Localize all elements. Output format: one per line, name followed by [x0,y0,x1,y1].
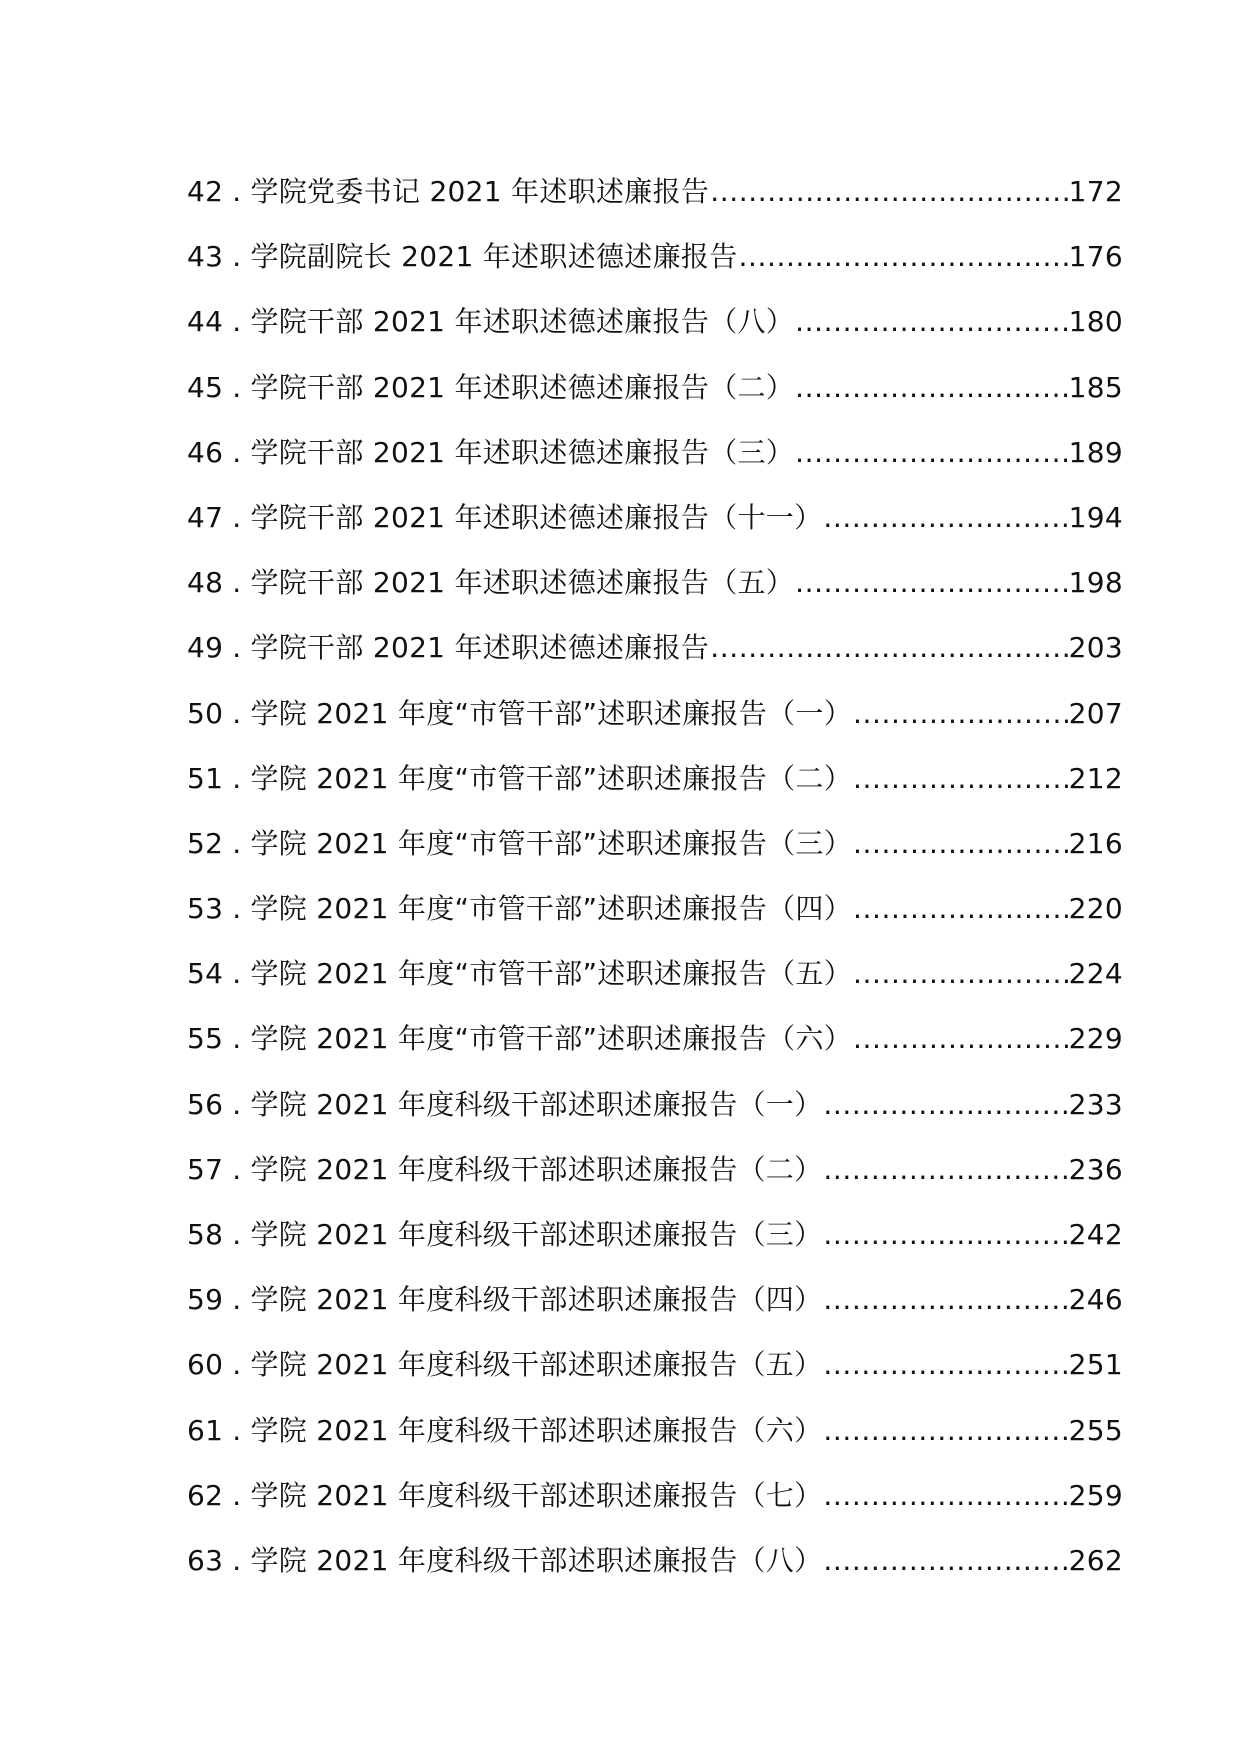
entry-page-number: 233 [1068,1087,1123,1121]
entry-separator: . [232,631,242,665]
entry-separator: . [232,370,242,404]
entry-separator: . [232,696,242,730]
entry-number: 47 [187,500,224,534]
toc-entry[interactable] [187,822,1123,887]
entry-title: 学院干部 2021 年述职述德述廉报告（二） [250,370,795,404]
entry-title: 学院 2021 年度科级干部述职述廉报告（二） [250,1152,823,1186]
entry-title: 学院 2021 年度科级干部述职述廉报告（三） [250,1218,823,1251]
entry-separator: . [232,1087,242,1121]
dot-leader [823,1479,1067,1512]
dot-leader [710,175,1067,208]
dot-leader [823,1088,1067,1121]
entry-title: 学院 2021 年度科级干部述职述廉报告（一） [250,1087,823,1121]
entry-page-number: 203 [1068,631,1123,665]
entry-number: 54 [187,957,224,991]
entry-separator: . [232,1152,242,1186]
entry-title: 学院 2021 年度“市管干部”述职述廉报告（五） [250,957,853,991]
dot-leader [795,566,1068,599]
entry-separator: . [232,1218,242,1251]
entry-page-number: 185 [1068,370,1123,404]
entry-separator: . [232,957,242,991]
dot-leader [823,1153,1067,1186]
dot-leader [795,436,1068,469]
toc-entry[interactable] [187,1213,1123,1278]
dot-leader [823,1414,1067,1447]
dot-leader [795,371,1068,404]
toc-entry[interactable] [187,757,1123,822]
entry-title: 学院 2021 年度“市管干部”述职述廉报告（二） [250,761,853,795]
entry-number: 52 [187,826,224,860]
entry-title: 学院党委书记 2021 年述职述廉报告 [250,175,710,208]
entry-title: 学院干部 2021 年述职述德述廉报告 [250,631,710,665]
entry-title: 学院副院长 2021 年述职述德述廉报告 [250,240,738,274]
entry-title: 学院 2021 年度“市管干部”述职述廉报告（一） [250,696,853,730]
entry-number: 53 [187,892,224,926]
entry-separator: . [232,1413,242,1447]
entry-page-number: 236 [1068,1152,1123,1186]
entry-title: 学院 2021 年度科级干部述职述廉报告（八） [250,1543,823,1577]
entry-page-number: 259 [1068,1478,1123,1512]
entry-separator: . [232,1543,242,1577]
toc-entry[interactable] [187,692,1123,757]
toc-entry[interactable] [187,235,1123,300]
entry-page-number: 229 [1068,1022,1123,1056]
entry-number: 44 [187,305,224,339]
entry-separator: . [232,1022,242,1056]
toc-entry[interactable] [187,1278,1123,1343]
entry-separator: . [232,1283,242,1317]
dot-leader [853,892,1068,925]
entry-number: 61 [187,1413,224,1447]
entry-title: 学院干部 2021 年述职述德述廉报告（十一） [250,500,823,534]
dot-leader [823,1218,1067,1251]
dot-leader [853,1022,1068,1055]
entry-separator: . [232,826,242,860]
entry-number: 42 [187,175,224,208]
entry-title: 学院 2021 年度“市管干部”述职述廉报告（六） [250,1022,853,1056]
entry-number: 43 [187,240,224,274]
toc-entry[interactable] [187,952,1123,1017]
entry-title: 学院干部 2021 年述职述德述廉报告（八） [250,305,795,339]
dot-leader [853,697,1068,730]
entry-page-number: 194 [1068,500,1123,534]
entry-separator: . [232,892,242,926]
entry-number: 62 [187,1478,224,1512]
entry-page-number: 220 [1068,892,1123,926]
entry-page-number: 255 [1068,1413,1123,1447]
entry-number: 56 [187,1087,224,1121]
entry-separator: . [232,566,242,600]
toc-entry[interactable] [187,887,1123,952]
entry-number: 45 [187,370,224,404]
toc-entry[interactable] [187,170,1123,235]
entry-page-number: 224 [1068,957,1123,991]
entry-page-number: 262 [1068,1543,1123,1577]
entry-separator: . [232,761,242,795]
entry-page-number: 198 [1068,566,1123,600]
entry-number: 46 [187,435,224,469]
toc-entry[interactable] [187,1539,1123,1604]
entry-page-number: 172 [1068,175,1123,208]
entry-number: 58 [187,1218,224,1251]
dot-leader [823,1283,1067,1316]
toc-entry[interactable] [187,1409,1123,1474]
toc-entry[interactable] [187,1148,1123,1213]
entry-number: 60 [187,1348,224,1382]
entry-title: 学院 2021 年度“市管干部”述职述廉报告（四） [250,892,853,926]
entry-title: 学院干部 2021 年述职述德述廉报告（五） [250,566,795,600]
entry-number: 49 [187,631,224,665]
entry-page-number: 207 [1068,696,1123,730]
dot-leader [853,762,1068,795]
entry-separator: . [232,435,242,469]
entry-title: 学院 2021 年度“市管干部”述职述廉报告（三） [250,826,853,860]
toc-entry[interactable] [187,1343,1123,1408]
toc-entry[interactable] [187,561,1123,626]
entry-separator: . [232,500,242,534]
toc-entry[interactable] [187,496,1123,561]
entry-number: 63 [187,1543,224,1577]
toc-entry[interactable] [187,1017,1123,1082]
entry-number: 50 [187,696,224,730]
toc-entry[interactable] [187,366,1123,431]
toc-entry[interactable] [187,300,1123,365]
table-of-contents [187,170,1123,1604]
entry-page-number: 216 [1068,826,1123,860]
entry-title: 学院 2021 年度科级干部述职述廉报告（五） [250,1348,823,1382]
entry-page-number: 212 [1068,761,1123,795]
toc-entry[interactable] [187,431,1123,496]
entry-separator: . [232,1348,242,1382]
entry-page-number: 189 [1068,435,1123,469]
entry-page-number: 251 [1068,1348,1123,1382]
dot-leader [795,305,1068,338]
entry-number: 48 [187,566,224,600]
dot-leader [853,827,1068,860]
entry-separator: . [232,240,242,274]
toc-entry[interactable] [187,626,1123,691]
entry-title: 学院 2021 年度科级干部述职述廉报告（七） [250,1478,823,1512]
toc-entry[interactable] [187,1474,1123,1539]
entry-title: 学院 2021 年度科级干部述职述廉报告（六） [250,1413,823,1447]
entry-number: 59 [187,1283,224,1317]
dot-leader [739,240,1068,273]
dot-leader [853,957,1068,990]
entry-title: 学院干部 2021 年述职述德述廉报告（三） [250,435,795,469]
entry-number: 57 [187,1152,224,1186]
entry-title: 学院 2021 年度科级干部述职述廉报告（四） [250,1283,823,1317]
toc-entry[interactable] [187,1083,1123,1148]
entry-page-number: 242 [1068,1218,1123,1251]
entry-separator: . [232,175,242,208]
dot-leader [823,501,1067,534]
dot-leader [823,1544,1067,1577]
entry-page-number: 246 [1068,1283,1123,1317]
dot-leader [710,631,1067,664]
entry-page-number: 180 [1068,305,1123,339]
dot-leader [823,1348,1067,1381]
entry-separator: . [232,305,242,339]
entry-page-number: 176 [1068,240,1123,274]
entry-number: 55 [187,1022,224,1056]
entry-separator: . [232,1478,242,1512]
entry-number: 51 [187,761,224,795]
